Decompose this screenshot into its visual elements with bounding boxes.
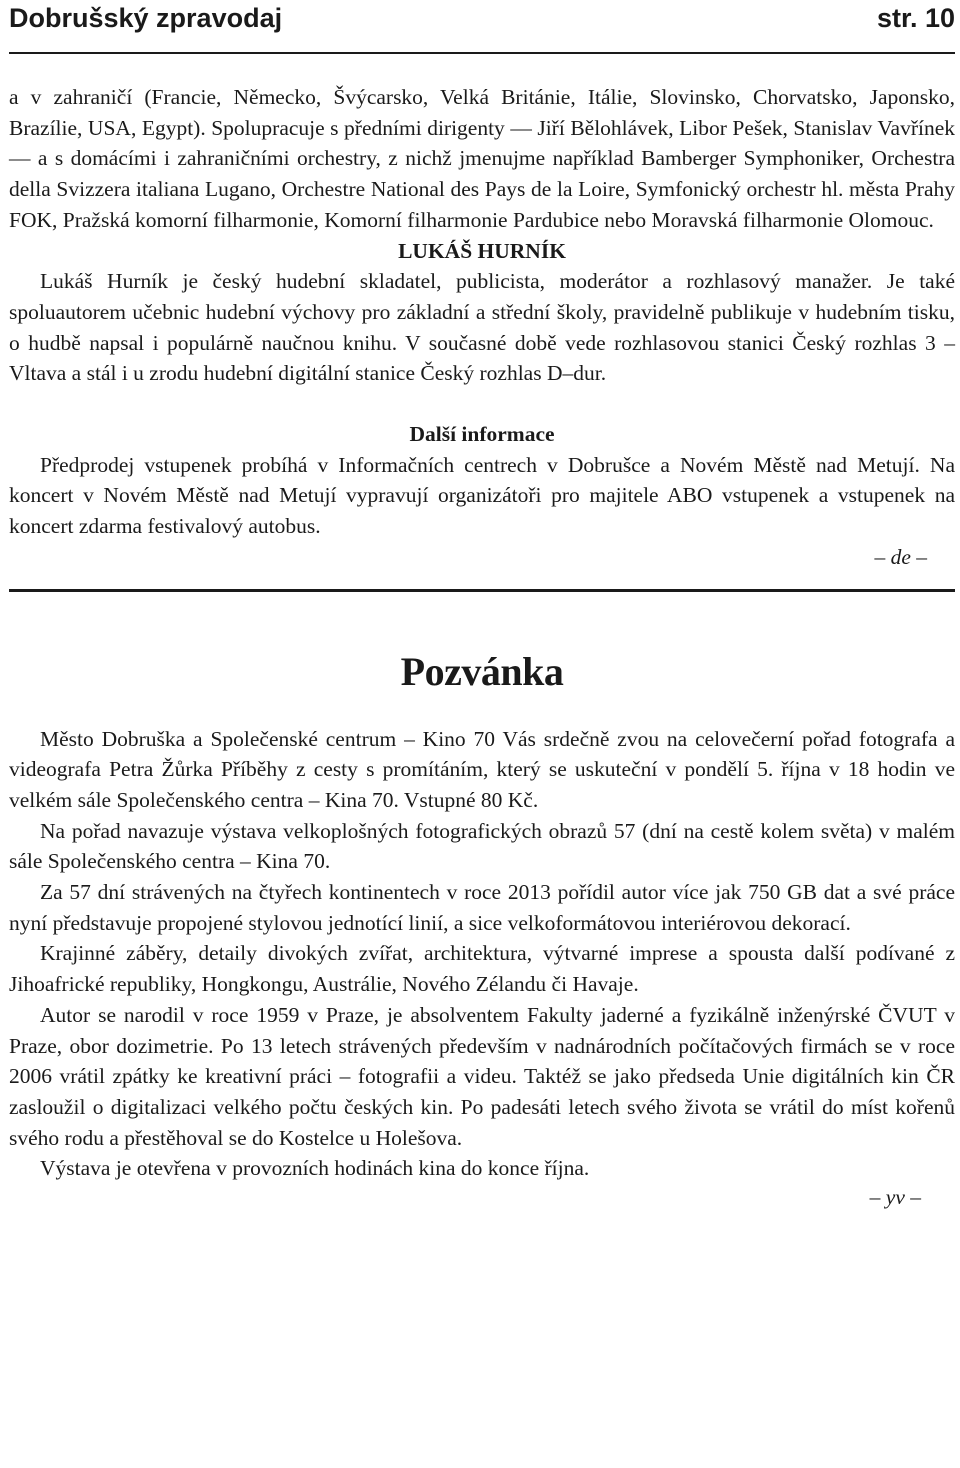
- section-heading-info: Další informace: [409, 422, 555, 447]
- document-page: [9, 0, 955, 1210]
- page-number: str. 10: [876, 3, 955, 33]
- article-invitation: [9, 648, 955, 1211]
- publication-title: Dobrušský zpravodaj: [9, 3, 283, 33]
- article-paragraph: Výstava je otevřena v provozních hodinách kina do konce října.: [40, 1156, 590, 1181]
- article-concert: [9, 82, 955, 573]
- article-paragraph: Předprodej vstupenek probíhá v Informačních centrech v Dobrušce a Novém Městě nad Metují. Na koncert v Novém Městě nad Metují vypravují organizátoři pro majitele ABO vstupenek a vstupenek na koncert zdarma festivalový autobus.: [9, 452, 955, 539]
- article-paragraph: Za 57 dní strávených na čtyřech kontinentech v roce 2013 pořídil autor více jak 750 GB dat a své práce nyní představuje propojené stylovou jednotící linií, a sice velkoformátovou interiérovou dekorací.: [9, 880, 955, 935]
- article-paragraph: Krajinné záběry, detaily divokých zvířat, architektura, výtvarné imprese a spousta další podívané z Jihoafrické republiky, Hongkongu, Austrálie, Nového Zélandu či Havaje.: [9, 941, 955, 997]
- section-heading-hurnik: LUKÁŠ HURNÍK: [398, 238, 566, 263]
- page-header: [9, 0, 955, 54]
- article-paragraph: Město Dobruška a Společenské centrum – Kino 70 Vás srdečně zvou na celovečerní pořad fotografa a videografa Petra Žůrka Příběhy z cesty s promítáním, který se uskuteční v pondělí 5. října v 18 hodin ve velkém sále Společenského centra – Kina 70. Vstupné 80 Kč.: [9, 726, 955, 812]
- article-paragraph: Na pořad navazuje výstava velkoplošných fotografických obrazů 57 (dní na cestě kolem světa) v malém sále Společenského centra – Kina 70.: [9, 818, 955, 874]
- author-signature: – yv –: [869, 1185, 921, 1210]
- article-paragraph: Autor se narodil v roce 1959 v Praze, je absolventem Fakulty jaderné a fyzikálně inženýrské ČVUT v Praze, obor dozimetrie. Po 13 letech strávených především v nadnárodních počítačových firmách se v roce 2006 vrátil zpátky ke kreativní práci – fotografii a videu. Taktéž se jako předseda Unie digitálních kin ČR zasloužil o digitalizaci velkého počtu českých kin. Po padesáti letech svého života se vrátil do míst kořenů svého rodu a přestěhoval se do Kostelce u Holešova.: [9, 1002, 955, 1150]
- article-paragraph: Lukáš Hurník je český hudební skladatel, publicista, moderátor a rozhlasový manažer. Je také spoluautorem učebnic hudební výchovy pro základní a střední školy, pravidelně publikuje v hudebním tisku, o hudbě napsal i populárně naučnou knihu. V současné době vede rozhlasovou stanici Český rozhlas 3 – Vltava a stál i u zrodu hudební digitální stanice Český rozhlas D–dur.: [9, 269, 955, 386]
- article-title: Pozvánka: [400, 648, 564, 694]
- author-signature: – de –: [874, 544, 927, 569]
- section-divider: [9, 589, 955, 592]
- article-paragraph: a v zahraničí (Francie, Německo, Švýcarsko, Velká Británie, Itálie, Slovinsko, Chorvatsko, Japonsko, Brazílie, USA, Egypt). Spolupracuje s předními dirigenty — Jiří Bělohlávek, Libor Pešek, Stanislav Vavřínek — a s domácími i zahraničními orchestry, z nichž jmenujme například Bamberger Symphoniker, Orchestra della Svizzera italiana Lugano, Orchestre National des Pays de la Loire, Symfonický orchestr hl. města Prahy FOK, Pražská komorní filharmonie, Komorní filharmonie Pardubice nebo Moravská filharmonie Olomouc.: [9, 85, 955, 232]
